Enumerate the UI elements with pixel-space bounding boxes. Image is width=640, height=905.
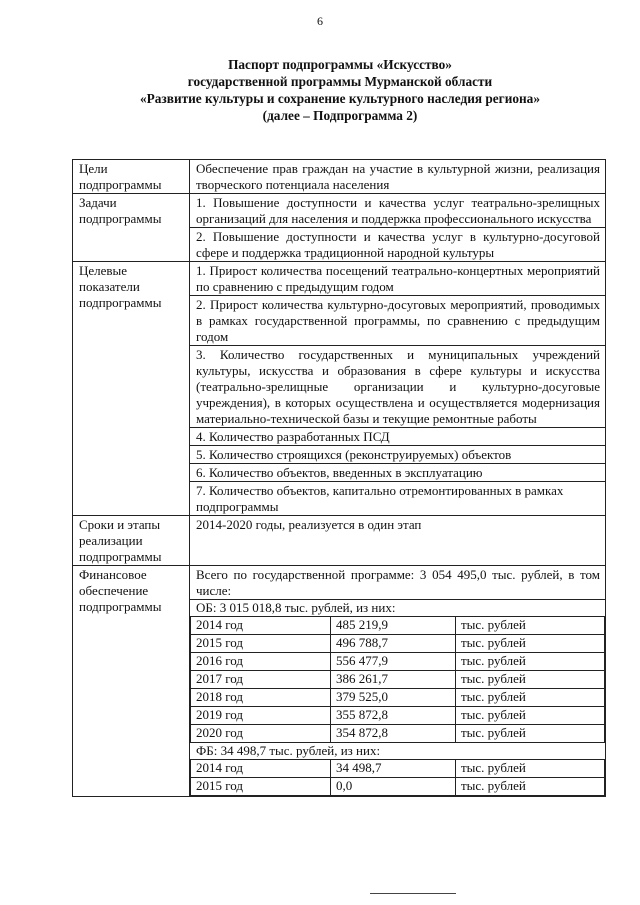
title-line-2: государственной программы Мурманской области bbox=[187, 74, 493, 89]
fb-table bbox=[190, 759, 605, 796]
document-title bbox=[80, 56, 600, 124]
ob-value: 379 525,0 bbox=[331, 689, 456, 707]
terms-text: 2014-2020 годы, реализуется в один этап bbox=[190, 516, 606, 566]
row-finance bbox=[73, 566, 606, 797]
indicator-5: 5. Количество строящихся (реконструируемых) объектов bbox=[190, 446, 606, 464]
ob-value: 355 872,8 bbox=[331, 707, 456, 725]
indicator-4: 4. Количество разработанных ПСД bbox=[190, 428, 606, 446]
ob-row bbox=[191, 671, 605, 689]
indicator-2: 2. Прирост количества культурно-досуговых мероприятий, проводимых в рамках государственной программы, по сравнению с предыдущим годом bbox=[190, 296, 606, 346]
goals-text: Обеспечение прав граждан на участие в культурной жизни, реализация творческого потенциала населения bbox=[190, 160, 606, 194]
ob-row bbox=[191, 707, 605, 725]
ob-year: 2016 год bbox=[191, 653, 331, 671]
ob-unit: тыс. рублей bbox=[456, 725, 605, 743]
finance-cell bbox=[190, 566, 606, 797]
ob-row bbox=[191, 653, 605, 671]
footer-rule bbox=[370, 893, 456, 894]
ob-value: 386 261,7 bbox=[331, 671, 456, 689]
ob-year: 2018 год bbox=[191, 689, 331, 707]
fb-year: 2014 год bbox=[191, 760, 331, 778]
ob-value: 496 788,7 bbox=[331, 635, 456, 653]
page-number: 6 bbox=[317, 14, 323, 28]
ob-unit: тыс. рублей bbox=[456, 689, 605, 707]
ob-unit: тыс. рублей bbox=[456, 653, 605, 671]
ob-unit: тыс. рублей bbox=[456, 707, 605, 725]
ob-unit: тыс. рублей bbox=[456, 671, 605, 689]
ob-value: 354 872,8 bbox=[331, 725, 456, 743]
row-goals bbox=[73, 160, 606, 194]
title-line-1: Паспорт подпрограммы «Искусство» bbox=[228, 57, 452, 72]
ob-unit: тыс. рублей bbox=[456, 635, 605, 653]
indicator-7: 7. Количество объектов, капитально отремонтированных в рамках подпрограммы bbox=[190, 482, 606, 516]
finance-label: Финансовое обеспечение подпрограммы bbox=[73, 566, 190, 797]
ob-value: 556 477,9 bbox=[331, 653, 456, 671]
indicator-3: 3. Количество государственных и муниципальных учреждений культуры, искусства и образования в сфере культуры и искусства (театрально-зрелищные организации и культурно-досуговые учреждения), в которых осуществлена и осуществляется модернизация материально-технической базы и текущие ремонтные работы bbox=[190, 346, 606, 428]
passport-table bbox=[72, 159, 606, 797]
tasks-label: Задачи подпрограммы bbox=[73, 194, 190, 262]
fb-row bbox=[191, 760, 605, 778]
fb-unit: тыс. рублей bbox=[456, 778, 605, 796]
fb-value: 34 498,7 bbox=[331, 760, 456, 778]
terms-label: Сроки и этапы реализации подпрограммы bbox=[73, 516, 190, 566]
finance-total: Всего по государственной программе: 3 054 495,0 тыс. рублей, в том числе: bbox=[196, 567, 600, 598]
ob-row bbox=[191, 725, 605, 743]
ob-year: 2019 год bbox=[191, 707, 331, 725]
row-tasks bbox=[73, 194, 606, 228]
ob-row bbox=[191, 635, 605, 653]
ob-year: 2017 год bbox=[191, 671, 331, 689]
ob-value: 485 219,9 bbox=[331, 617, 456, 635]
fb-label: ФБ: 34 498,7 тыс. рублей, из них: bbox=[196, 743, 381, 758]
ob-year: 2015 год bbox=[191, 635, 331, 653]
goals-label: Цели подпрограммы bbox=[73, 160, 190, 194]
row-indicators bbox=[73, 262, 606, 296]
row-terms bbox=[73, 516, 606, 566]
indicator-6: 6. Количество объектов, введенных в эксплуатацию bbox=[190, 464, 606, 482]
title-line-3: «Развитие культуры и сохранение культурного наследия региона» bbox=[140, 91, 540, 106]
fb-unit: тыс. рублей bbox=[456, 760, 605, 778]
fb-value: 0,0 bbox=[331, 778, 456, 796]
ob-table bbox=[190, 616, 605, 743]
task-2: 2. Повышение доступности и качества услуг в культурно-досуговой сфере и поддержка традиционной народной культуры bbox=[190, 228, 606, 262]
ob-year: 2014 год bbox=[191, 617, 331, 635]
indicator-1: 1. Прирост количества посещений театрально-концертных мероприятий по сравнению с предыдущим годом bbox=[190, 262, 606, 296]
indicators-label: Целевые показатели подпрограммы bbox=[73, 262, 190, 516]
title-line-4: (далее – Подпрограмма 2) bbox=[262, 108, 418, 123]
task-1: 1. Повышение доступности и качества услуг театрально-зрелищных организаций для населения и поддержка профессионального искусства bbox=[190, 194, 606, 228]
ob-unit: тыс. рублей bbox=[456, 617, 605, 635]
ob-year: 2020 год bbox=[191, 725, 331, 743]
ob-label: ОБ: 3 015 018,8 тыс. рублей, из них: bbox=[190, 599, 605, 616]
ob-row bbox=[191, 617, 605, 635]
ob-row bbox=[191, 689, 605, 707]
fb-year: 2015 год bbox=[191, 778, 331, 796]
fb-row bbox=[191, 778, 605, 796]
